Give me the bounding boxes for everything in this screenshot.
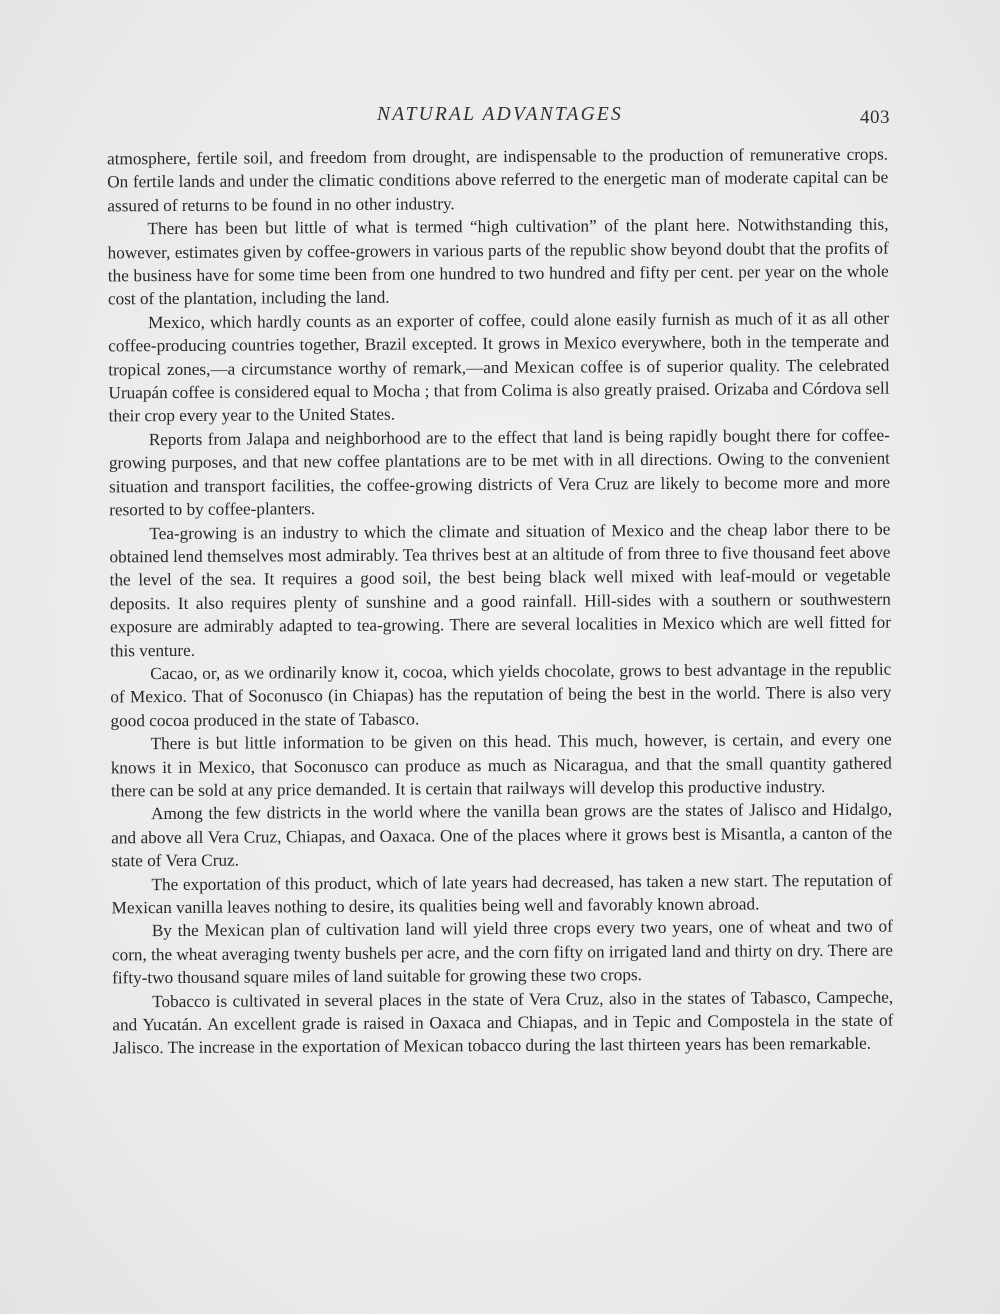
paragraph-vanilla-exportation: The exportation of this product, which of late years had decreased, has taken a new start. The reputation of Mexican vanilla leaves nothing to desire, its qualities being well and favorably known abroad. [111, 870, 893, 918]
body-text [107, 143, 894, 1061]
running-head [0, 104, 1000, 134]
paragraph-vanilla-districts: Among the few districts in the world where the vanilla bean grows are the states of Jalisco and Hidalgo, and above all Vera Cruz, Chiapas, and Oaxaca. One of the places where it grows best is Misantla, a canton of the state of Vera Cruz. [111, 799, 893, 871]
page-number: 403 [860, 107, 890, 128]
running-title: NATURAL ADVANTAGES [377, 104, 623, 125]
paragraph-cacao: Cacao, or, as we ordinarily know it, cocoa, which yields chocolate, grows to best advantage in the republic of Mexico. That of Soconusco (in Chiapas) has the reputation of being the best in the world. There is also very good cocoa produced in the state of Tabasco. [110, 659, 892, 731]
paragraph-tobacco: Tobacco is cultivated in several places in the state of Vera Cruz, also in the states of Tabasco, Campeche, and Yucatán. An excellent grade is raised in Oaxaca and Chiapas, and in Tepic and Compostela in the state of Jalisco. The increase in the exportation of Mexican tobacco during the last thirteen years has been remarkable. [112, 987, 894, 1058]
paragraph-high-cultivation: There has been but little of what is termed “high cultivation” of the plant here. Notwithstanding this, however, estimates given by coffee-growers in various parts of the republic show beyond doubt that the profits of the business have for some time been from one hundred to two hundred and fifty per cent. per year on the whole cost of the plantation, including the land. [107, 214, 889, 309]
paragraph-cultivation-plan: By the Mexican plan of cultivation land will yield three crops every two years, one of wheat and two of corn, the wheat averaging twenty bushels per acre, and the corn fifty on irrigated land and thirty on dry. There are fifty-two thousand square miles of land suitable for growing these two crops. [111, 917, 893, 988]
paragraph-jalapa: Reports from Jalapa and neighborhood are to the effect that land is being rapidly bought there for coffee-growing purposes, and that new coffee plantations are to be met with in all directions. Owing to the convenient situation and transport facilities, the coffee-growing districts of Vera Cruz are likely to become more and more resorted to by coffee-planters. [108, 425, 891, 520]
paragraph-tea-growing: Tea-growing is an industry to which the climate and situation of Mexico and the cheap labor there to be obtained lend themselves most admirably. Tea thrives best at an altitude of from three to five thousand feet above the level of the sea. It requires a good soil, the best being black well mixed with leaf-mould or vegetable deposits. It also requires plenty of sunshine and a good rainfall. Hill-sides with a southern or southwestern exposure are admirably adapted to tea-growing. There are several localities in Mexico which are well fitted for this venture. [109, 519, 891, 660]
paragraph-continued: atmosphere, fertile soil, and freedom from drought, are indispensable to the production of remunerative crops. On fertile lands and under the climatic conditions above referred to the energetic man of moderate capital can be assured of returns to be found in no other industry. [107, 144, 889, 216]
paragraph-soconusco: There is but little information to be given on this head. This much, however, is certain, and every one knows it in Mexico, that Soconusco can produce as much as Nicaragua, and that the small quantity gathered there can be sold at any price demanded. It is certain that railways will develop this productive industry. [110, 729, 892, 801]
paragraph-mexican-coffee: Mexico, which hardly counts as an exporter of coffee, could alone easily furnish as much of it as all other coffee-producing countries together, Brazil excepted. It grows in Mexico everywhere, both in the temperate and tropical zones,—a circumstance worthy of remark,—and Mexican coffee is of superior quality. The celebrated Uruapán coffee is considered equal to Mocha ; that from Colima is also greatly praised. Orizaba and Córdova sell their crop every year to the United States. [108, 308, 890, 426]
